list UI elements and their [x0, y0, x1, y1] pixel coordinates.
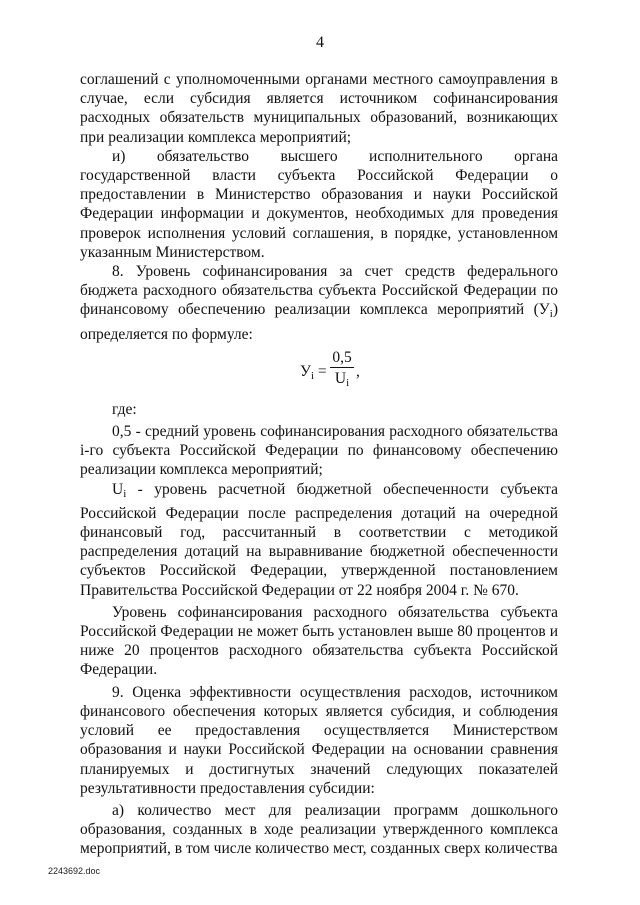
paragraph-8-end: ) определяется по формуле: — [80, 301, 558, 343]
definition-ui-text: - уровень расчетной бюджетной обеспеченности субъекта Российской Федерации после распределения дотаций на очередной финансовый год, рассчитанный в соответствии с методикой распределения дотаций на выравнивание бюджетной обеспеченности субъектов Российской Федерации, утвержденной постановлением Правительства Российской Федерации от 22 ноября 2004 г. № 670. — [80, 480, 558, 599]
document-filename: 2243692.doc — [48, 866, 101, 876]
paragraph-definition-05: 0,5 - средний уровень софинансирования расходного обязательства i-го субъекта Российской Федерации по финансовому обеспечению реализации комплекса мероприятий; — [80, 423, 558, 479]
document-body — [80, 70, 558, 859]
paragraph-continuation: соглашений с уполномоченными органами местного самоуправления в случае, если субсидия является источником софинансирования расходных обязательств муниципальных образований, возникающих при реализации комплекса мероприятий; — [80, 71, 558, 146]
formula-denominator-symbol: U — [334, 369, 347, 387]
formula-equals: = — [317, 362, 327, 380]
formula-lhs — [300, 362, 327, 386]
formula-denominator — [330, 369, 354, 393]
paragraph-item-i: и) обязательство высшего исполнительного органа государственной власти субъекта Российской Федерации о предоставлении в Министерство образования и науки Российской Федерации информации и документов, необходимых для проведения проверок исполнения условий соглашения, в порядке, установленном указанным Министерством. — [80, 147, 558, 261]
cofinancing-formula — [80, 348, 558, 398]
where-label: где: — [112, 400, 137, 418]
paragraph-limits: Уровень софинансирования расходного обязательства субъекта Российской Федерации не может быть установлен выше 80 процентов и ниже 20 процентов расходного обязательства субъекта Российской Федерации. — [80, 603, 558, 679]
paragraph-8-text: 8. Уровень софинансирования за счет средств федерального бюджета расходного обязательства субъекта Российской Федерации по финансовому обеспечению реализации комплекса мероприятий (У — [80, 263, 558, 319]
paragraph-8 — [80, 262, 558, 344]
formula-fraction — [330, 348, 354, 393]
definition-ui-symbol: U — [112, 480, 124, 498]
formula-numerator: 0,5 — [332, 348, 352, 366]
formula-lhs-symbol: У — [300, 362, 311, 380]
paragraph-definition-ui — [80, 480, 558, 600]
formula-denominator-subscript: i — [346, 376, 350, 389]
paragraph-9: 9. Оценка эффективности осуществления расходов, источником финансового обеспечения которых является субсидия, и соблюдения условий ее предоставления осуществляется Министерством образования и науки Российской Федерации на основании сравнения планируемых и достигнутых значений следующих показателей результативности предоставления субсидии: — [80, 683, 558, 797]
formula-lhs-subscript: i — [310, 369, 315, 382]
formula-comma: , — [356, 362, 360, 380]
paragraph-8-subscript: i — [549, 308, 553, 321]
paragraph-item-a: а) количество мест для реализации программ дошкольного образования, созданных в ходе реализации утвержденного комплекса мероприятий, в том числе количество мест, созданных сверх количества — [80, 801, 558, 858]
page-number: 4 — [316, 34, 324, 51]
definition-ui-subscript: i — [123, 487, 127, 500]
fraction-bar — [330, 367, 354, 368]
